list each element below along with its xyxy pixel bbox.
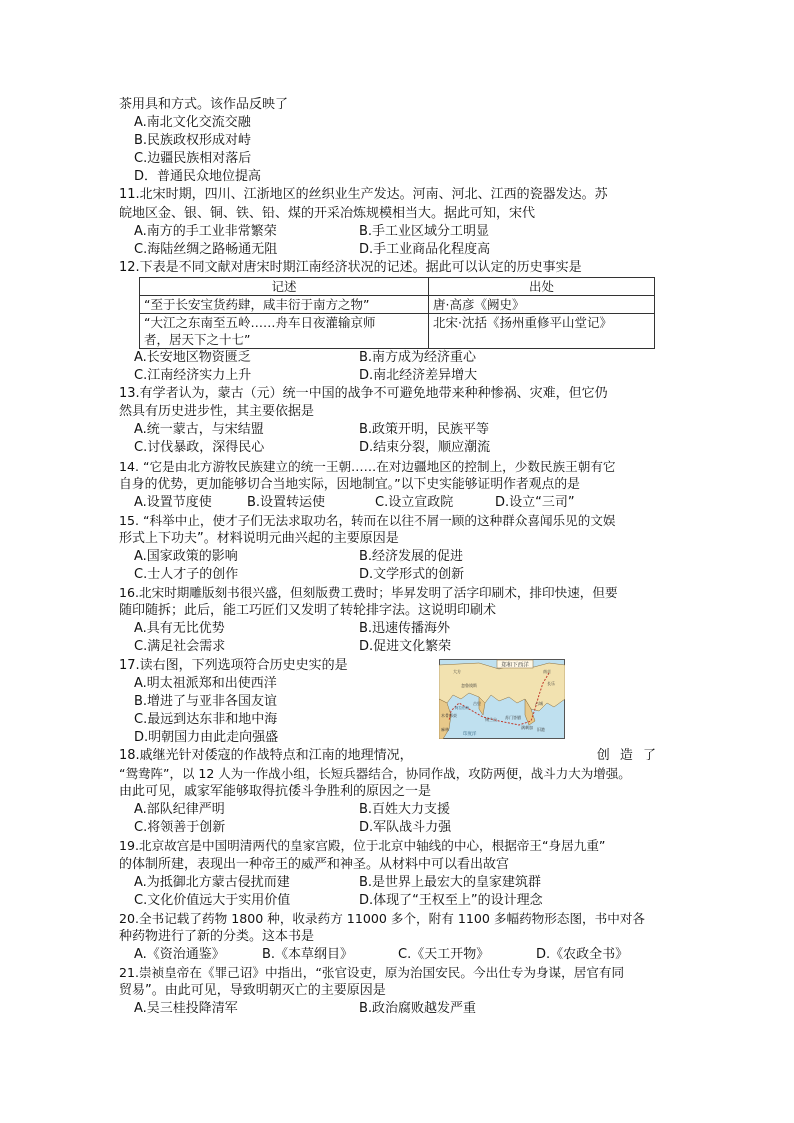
- q12-stem: 12.下表是不同文献对唐宋时期江南经济状况的记述。据此可以认定的历史事实是: [119, 259, 582, 275]
- q12-option-b: B.南方成为经济重心: [359, 349, 477, 365]
- q12-options-cd: [119, 367, 659, 385]
- q15-stem-2: 形式上下功夫”。材料说明元曲兴起的主要原因是: [119, 530, 399, 546]
- q21-stem-2: 贸易”。由此可见，导致明朝灭亡的主要原因是: [119, 983, 386, 999]
- q21-stem-1: 21.崇祯皇帝在《罪己诏》中指出，“张官设吏，原为治国安民。今出仕专为身谋，居官有同: [119, 965, 625, 981]
- q16-options-ab: [119, 620, 659, 638]
- q18-stem-1a: 18.戚继光针对倭寇的作战特点和江南的地理情况，: [119, 748, 413, 763]
- q13-option-c: C.讨伐暴政，深得民心: [134, 440, 265, 456]
- table-header-source: 出处: [429, 277, 655, 295]
- q11-option-b: B.手工业区域分工明显: [359, 223, 490, 239]
- q20-option-d: D.《农政全书》: [536, 947, 629, 963]
- q19-stem-1: 19.北京故宫是中国明清两代的皇家宫殿，位于北京中轴线的中心，根据帝王“身居九重”: [119, 838, 606, 854]
- q11-stem-2: 皖地区金、银、铜、铁、铅、煤的开采冶炼规模相当大。据此可知，宋代: [119, 205, 536, 221]
- q13-option-d: D.结束分裂，顺应潮流: [359, 440, 491, 456]
- q14-option-d: D.设立“三司”: [495, 494, 575, 510]
- q12-option-c: C.江南经济实力上升: [134, 368, 252, 384]
- map-label-hulumosi: 忽鲁谟斯: [461, 682, 477, 688]
- q18-stem-1: [119, 747, 659, 765]
- map-label-changle: 长乐: [547, 680, 555, 686]
- q10-option-b: B.民族政权形成对峙: [134, 133, 252, 149]
- q10-option-c: C.边疆民族相对落后: [134, 151, 252, 167]
- q20-option-b: B.《本草纲目》: [262, 947, 354, 963]
- map-label-jiugang: 旧港: [537, 726, 545, 732]
- q15-option-a: A.国家政策的影响: [134, 548, 238, 564]
- map-label-malin: 麻林: [441, 726, 449, 732]
- q13-option-a: A.统一蒙古，与宋结盟: [134, 422, 264, 438]
- q11-options-ab: [119, 223, 659, 241]
- q11-stem-1: 11.北宋时期，四川、江浙地区的丝织业生产发达。河南、河北、江西的瓷器发达。苏: [119, 187, 608, 203]
- q12-table: [139, 277, 655, 349]
- table-row: [140, 295, 655, 313]
- q15-stem-1: 15. “科举中止，使才子们无法求取功名，转而在以往不屑一顾的这种群众喜闻乐见的文娱: [119, 512, 616, 528]
- q17-option-a: A.明太祖派郑和出使西洋: [134, 675, 277, 691]
- q17-option-d: D.明朝国力由此走向强盛: [134, 729, 279, 745]
- q18-option-a: A.部队纪律严明: [134, 802, 225, 818]
- q21-option-b: B.政治腐败越发严重: [359, 1001, 477, 1017]
- q11-options-cd: [119, 241, 659, 259]
- q16-option-a: A.具有无比优势: [134, 621, 225, 637]
- q19-option-b: B.是世界上最宏大的皇家建筑群: [359, 874, 542, 890]
- map-label-zhancheng: 占城: [535, 700, 543, 706]
- q21-options-ab: [119, 1000, 659, 1018]
- q18-options-ab: [119, 801, 659, 819]
- map-label-arabian-sea: 阿拉伯海: [455, 705, 469, 710]
- q19-option-c: C.文化价值远大于实用价值: [134, 892, 291, 908]
- table-cell-source: 北宋·沈括《扬州重修平山堂记》: [429, 313, 655, 348]
- q13-options-ab: [119, 421, 659, 439]
- q14-stem-1: 14. “它是由北方游牧民族建立的统一王朝……在对边疆地区的控制上，少数民族王朝有它: [119, 458, 616, 474]
- q17-option-c: C.最远到达东非和地中海: [134, 711, 278, 727]
- map-label-nanjing: 南京: [543, 668, 551, 674]
- q17-text: [119, 657, 439, 747]
- exam-page: [119, 96, 659, 1018]
- q11-option-d: D.手工业商品化程度高: [359, 241, 491, 257]
- q14-stem-2: 自身的优势，更加能够切合当地实际，因地制宜。”以下史实能够证明作者观点的是: [119, 476, 580, 492]
- q15-option-b: B.经济发展的促进: [359, 548, 464, 564]
- q16-stem-1: 16.北宋时期雕版刻书很兴盛，但刻版费工费时；毕昇发明了活字印刷术，排印快速，但要: [119, 585, 618, 601]
- q16-stem-2: 随印随拆；此后，能工巧匠们又发明了转轮排字法。这说明印刷术: [119, 603, 497, 619]
- q19-options-cd: [119, 892, 659, 910]
- q14-options: [119, 494, 659, 512]
- q16-options-cd: [119, 638, 659, 656]
- q20-options: [119, 946, 659, 964]
- q18-options-cd: [119, 819, 659, 837]
- map-label-mugudushu: 木骨都束: [441, 712, 457, 718]
- table-cell-source: 唐·高彦《阙史》: [429, 295, 655, 313]
- q18-stem-2: “鸳鸯阵”，以 12 人为一作战小组，长短兵器结合，协同作战，攻防两便，战斗力大为增强。: [119, 766, 631, 782]
- q19-options-ab: [119, 874, 659, 892]
- table-cell-record: [140, 313, 429, 348]
- map-title: 郑和下西洋: [501, 662, 529, 669]
- q15-option-d: D.文学形式的创新: [359, 567, 465, 583]
- q10-tail: 茶用具和方式。该作品反映了: [119, 97, 289, 112]
- q18-stem-3: 由此可见，戚家军能够取得抗倭斗争胜利的原因之一是: [119, 784, 432, 800]
- q14-option-c: C.设立宣政院: [375, 494, 454, 510]
- q21-option-a: A.吴三桂投降清军: [134, 1001, 238, 1017]
- map-label-guli: 古里: [473, 700, 481, 706]
- q16-option-d: D.促进文化繁荣: [359, 639, 452, 655]
- map-label-sumendala: 苏门答腊: [505, 714, 521, 720]
- q13-option-b: B.政策开明，民族平等: [359, 422, 490, 438]
- table-row: [140, 313, 655, 348]
- q18-option-d: D.军队战斗力强: [359, 820, 452, 836]
- table-cell-record-line-2: 者，居天下之十七”: [144, 331, 251, 347]
- q19-option-a: A.为抵御北方蒙古侵扰而建: [134, 874, 290, 890]
- q13-options-cd: [119, 439, 659, 457]
- map-label-manlajia: 满刺加: [521, 724, 533, 730]
- q17-option-b: B.增进了与亚非各国友谊: [134, 693, 278, 709]
- q18-blank: [413, 747, 597, 765]
- q18-option-c: C.将领善于创新: [134, 820, 226, 836]
- q12-option-a: A.长安地区物资匮乏: [134, 349, 251, 365]
- table-header-record: 记述: [140, 277, 429, 295]
- q19-stem-2: 的体制所建，表现出一种帝王的威严和神圣。从材料中可以看出故宫: [119, 856, 510, 872]
- table-cell-record: “至于长安宝货药肆，咸丰衍于南方之物”: [140, 295, 429, 313]
- q19-option-d: D.体现了“王权至上”的设计理念: [359, 892, 543, 908]
- q13-stem-2: 然具有历史进步性，其主要依据是: [119, 404, 315, 420]
- q18-option-b: B.百姓大力支援: [359, 802, 451, 818]
- q14-option-b: B.设置转运使: [247, 494, 326, 510]
- q20-option-a: A.《资治通鉴》: [134, 947, 225, 963]
- q10-option-a: A.南北文化交流交融: [134, 115, 251, 131]
- q18-stem-1b: 创 造 了: [596, 748, 659, 763]
- map-label-xilanshan: 锡兰山: [485, 716, 497, 722]
- q15-option-c: C.士人才子的创作: [134, 567, 239, 583]
- table-header-row: [140, 277, 655, 295]
- q17-block: [119, 657, 659, 747]
- q16-option-c: C.满足社会需求: [134, 639, 226, 655]
- q15-options-cd: [119, 566, 659, 584]
- q20-option-c: C.《天工开物》: [398, 947, 490, 963]
- table-cell-record-line-1: “大江之东南至五岭……舟车日夜灌输京师: [144, 314, 376, 330]
- map-label-dafang: 大方: [453, 668, 461, 674]
- q17-stem: 17.读右图，下列选项符合历史史实的是: [119, 657, 348, 673]
- q11-option-a: A.南方的手工业非常繁荣: [134, 223, 277, 239]
- q16-option-b: B.迅速传播海外: [359, 621, 451, 637]
- q11-option-c: C.海陆丝绸之路畅通无阻: [134, 241, 278, 257]
- q12-option-d: D.南北经济差异增大: [359, 368, 478, 384]
- q14-option-a: A.设置节度使: [134, 494, 212, 510]
- q13-stem-1: 13.有学者认为，蒙古（元）统一中国的战争不可避免地带来种种惨祸、灾难，但它仍: [119, 386, 608, 402]
- q12-options-ab: [119, 349, 659, 367]
- q10-option-d: D．普通民众地位提高: [134, 169, 262, 185]
- q20-stem-2: 种药物进行了新的分类。这本书是: [119, 928, 315, 944]
- q15-options-ab: [119, 548, 659, 566]
- map-label-indian-ocean: 印度洋: [463, 731, 477, 737]
- q20-stem-1: 20.全书记载了药物 1800 种，收录药方 11000 多个，附有 1100 多幅药物形态图，书中对各: [119, 910, 646, 926]
- zheng-he-voyage-map: [439, 659, 565, 739]
